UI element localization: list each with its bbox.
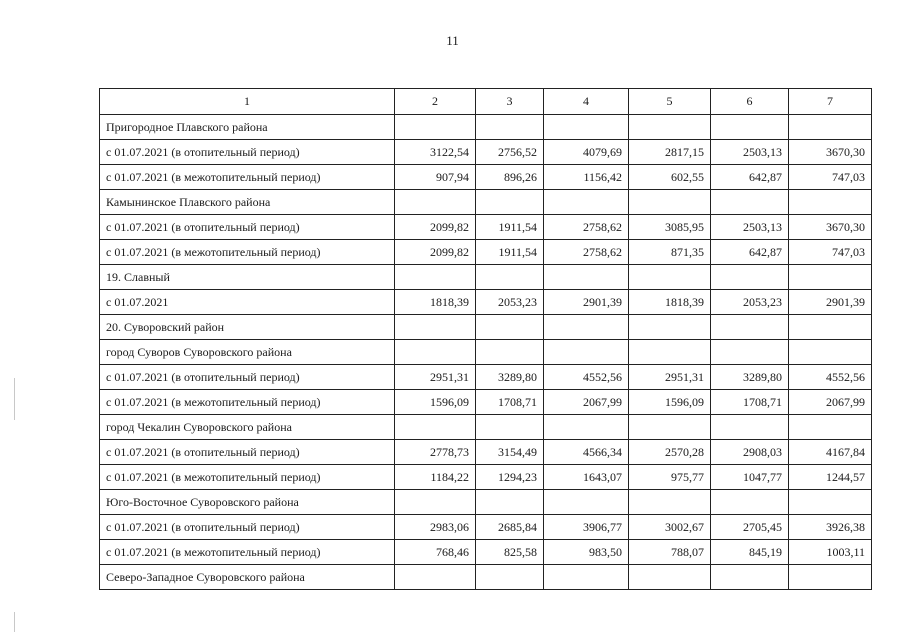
value-cell: 2908,03 xyxy=(711,440,789,465)
table-section-row xyxy=(100,340,872,365)
value-cell xyxy=(789,115,872,140)
value-cell: 1818,39 xyxy=(395,290,476,315)
value-cell xyxy=(711,415,789,440)
value-cell: 2758,62 xyxy=(544,240,629,265)
value-cell xyxy=(789,190,872,215)
row-label: с 01.07.2021 (в отопительный период) xyxy=(100,140,395,165)
value-cell: 825,58 xyxy=(476,540,544,565)
column-header: 6 xyxy=(711,89,789,115)
value-cell: 1911,54 xyxy=(476,240,544,265)
value-cell: 747,03 xyxy=(789,165,872,190)
scan-artifact-mark xyxy=(14,378,15,420)
value-cell: 4566,34 xyxy=(544,440,629,465)
value-cell: 2099,82 xyxy=(395,215,476,240)
value-cell xyxy=(629,565,711,590)
value-cell: 983,50 xyxy=(544,540,629,565)
value-cell: 3085,95 xyxy=(629,215,711,240)
value-cell: 2570,28 xyxy=(629,440,711,465)
row-label: с 01.07.2021 (в межотопительный период) xyxy=(100,540,395,565)
value-cell xyxy=(789,415,872,440)
value-cell xyxy=(476,265,544,290)
value-cell: 1708,71 xyxy=(711,390,789,415)
row-label: с 01.07.2021 (в отопительный период) xyxy=(100,365,395,390)
value-cell: 3289,80 xyxy=(711,365,789,390)
value-cell xyxy=(395,190,476,215)
value-cell: 2951,31 xyxy=(629,365,711,390)
section-label: Северо-Западное Суворовского района xyxy=(100,565,395,590)
table-row xyxy=(100,165,872,190)
value-cell: 1294,23 xyxy=(476,465,544,490)
value-cell xyxy=(629,490,711,515)
table-section-row xyxy=(100,565,872,590)
value-cell xyxy=(476,490,544,515)
section-label: Юго-Восточное Суворовского района xyxy=(100,490,395,515)
value-cell: 2685,84 xyxy=(476,515,544,540)
value-cell xyxy=(395,265,476,290)
value-cell: 2901,39 xyxy=(789,290,872,315)
row-label: с 01.07.2021 (в межотопительный период) xyxy=(100,465,395,490)
value-cell: 2756,52 xyxy=(476,140,544,165)
column-header: 1 xyxy=(100,89,395,115)
section-label: город Чекалин Суворовского района xyxy=(100,415,395,440)
value-cell: 3906,77 xyxy=(544,515,629,540)
value-cell: 3122,54 xyxy=(395,140,476,165)
value-cell: 768,46 xyxy=(395,540,476,565)
section-label: 20. Суворовский район xyxy=(100,315,395,340)
value-cell: 1047,77 xyxy=(711,465,789,490)
value-cell: 1596,09 xyxy=(395,390,476,415)
value-cell: 4079,69 xyxy=(544,140,629,165)
value-cell: 1003,11 xyxy=(789,540,872,565)
column-header: 3 xyxy=(476,89,544,115)
value-cell xyxy=(789,490,872,515)
value-cell xyxy=(544,565,629,590)
value-cell: 4552,56 xyxy=(789,365,872,390)
table-row xyxy=(100,515,872,540)
value-cell: 1596,09 xyxy=(629,390,711,415)
value-cell: 642,87 xyxy=(711,240,789,265)
value-cell xyxy=(711,265,789,290)
value-cell: 2901,39 xyxy=(544,290,629,315)
value-cell: 747,03 xyxy=(789,240,872,265)
value-cell xyxy=(711,340,789,365)
value-cell: 845,19 xyxy=(711,540,789,565)
value-cell: 1184,22 xyxy=(395,465,476,490)
value-cell: 896,26 xyxy=(476,165,544,190)
value-cell xyxy=(544,190,629,215)
row-label: с 01.07.2021 (в отопительный период) xyxy=(100,440,395,465)
value-cell: 2067,99 xyxy=(789,390,872,415)
value-cell: 3289,80 xyxy=(476,365,544,390)
value-cell: 3002,67 xyxy=(629,515,711,540)
value-cell xyxy=(711,190,789,215)
row-label: с 01.07.2021 (в межотопительный период) xyxy=(100,390,395,415)
value-cell: 975,77 xyxy=(629,465,711,490)
value-cell xyxy=(711,315,789,340)
value-cell xyxy=(544,265,629,290)
value-cell xyxy=(544,490,629,515)
table-section-row xyxy=(100,265,872,290)
table-row xyxy=(100,365,872,390)
value-cell xyxy=(629,265,711,290)
value-cell xyxy=(789,315,872,340)
value-cell xyxy=(476,340,544,365)
column-header: 5 xyxy=(629,89,711,115)
value-cell: 2053,23 xyxy=(476,290,544,315)
value-cell: 1911,54 xyxy=(476,215,544,240)
value-cell xyxy=(544,115,629,140)
value-cell: 4167,84 xyxy=(789,440,872,465)
scan-artifact-mark xyxy=(14,612,15,632)
value-cell xyxy=(476,190,544,215)
value-cell xyxy=(789,340,872,365)
value-cell: 2951,31 xyxy=(395,365,476,390)
value-cell: 3154,49 xyxy=(476,440,544,465)
table-body xyxy=(100,89,872,590)
value-cell: 2053,23 xyxy=(711,290,789,315)
table-section-row xyxy=(100,190,872,215)
row-label: с 01.07.2021 (в межотопительный период) xyxy=(100,165,395,190)
value-cell xyxy=(395,415,476,440)
value-cell: 4552,56 xyxy=(544,365,629,390)
value-cell xyxy=(476,315,544,340)
section-label: 19. Славный xyxy=(100,265,395,290)
value-cell xyxy=(395,340,476,365)
table-row xyxy=(100,440,872,465)
tariff-table xyxy=(99,88,872,590)
table-row xyxy=(100,540,872,565)
value-cell: 3670,30 xyxy=(789,140,872,165)
value-cell: 2778,73 xyxy=(395,440,476,465)
section-label: Камынинское Плавского района xyxy=(100,190,395,215)
value-cell xyxy=(629,415,711,440)
value-cell xyxy=(395,490,476,515)
value-cell xyxy=(476,565,544,590)
row-label: с 01.07.2021 (в межотопительный период) xyxy=(100,240,395,265)
value-cell: 907,94 xyxy=(395,165,476,190)
table-section-row xyxy=(100,315,872,340)
value-cell: 1818,39 xyxy=(629,290,711,315)
table-section-row xyxy=(100,490,872,515)
value-cell xyxy=(629,115,711,140)
table-section-row xyxy=(100,115,872,140)
value-cell: 1244,57 xyxy=(789,465,872,490)
table-row xyxy=(100,465,872,490)
value-cell xyxy=(544,315,629,340)
value-cell: 642,87 xyxy=(711,165,789,190)
value-cell: 2099,82 xyxy=(395,240,476,265)
value-cell xyxy=(629,190,711,215)
value-cell: 1643,07 xyxy=(544,465,629,490)
value-cell: 602,55 xyxy=(629,165,711,190)
column-header: 2 xyxy=(395,89,476,115)
value-cell xyxy=(395,315,476,340)
value-cell xyxy=(711,115,789,140)
table-section-row xyxy=(100,415,872,440)
value-cell: 2817,15 xyxy=(629,140,711,165)
value-cell xyxy=(711,490,789,515)
value-cell: 788,07 xyxy=(629,540,711,565)
value-cell xyxy=(544,415,629,440)
value-cell: 871,35 xyxy=(629,240,711,265)
value-cell: 1156,42 xyxy=(544,165,629,190)
row-label: с 01.07.2021 xyxy=(100,290,395,315)
value-cell: 2705,45 xyxy=(711,515,789,540)
row-label: с 01.07.2021 (в отопительный период) xyxy=(100,515,395,540)
value-cell xyxy=(395,565,476,590)
table-row xyxy=(100,290,872,315)
table-row xyxy=(100,390,872,415)
column-header: 4 xyxy=(544,89,629,115)
value-cell: 2067,99 xyxy=(544,390,629,415)
row-label: с 01.07.2021 (в отопительный период) xyxy=(100,215,395,240)
value-cell xyxy=(395,115,476,140)
section-label: город Суворов Суворовского района xyxy=(100,340,395,365)
value-cell: 2503,13 xyxy=(711,140,789,165)
table-row xyxy=(100,140,872,165)
value-cell xyxy=(476,115,544,140)
page-number: 11 xyxy=(446,33,459,48)
value-cell: 2983,06 xyxy=(395,515,476,540)
value-cell xyxy=(629,340,711,365)
table-row xyxy=(100,240,872,265)
value-cell xyxy=(476,415,544,440)
value-cell xyxy=(544,340,629,365)
column-header: 7 xyxy=(789,89,872,115)
value-cell xyxy=(789,565,872,590)
value-cell: 2758,62 xyxy=(544,215,629,240)
table-row xyxy=(100,215,872,240)
value-cell: 3926,38 xyxy=(789,515,872,540)
value-cell xyxy=(711,565,789,590)
value-cell: 2503,13 xyxy=(711,215,789,240)
section-label: Пригородное Плавского района xyxy=(100,115,395,140)
value-cell: 3670,30 xyxy=(789,215,872,240)
value-cell: 1708,71 xyxy=(476,390,544,415)
value-cell xyxy=(629,315,711,340)
value-cell xyxy=(789,265,872,290)
table-header-row xyxy=(100,89,872,115)
